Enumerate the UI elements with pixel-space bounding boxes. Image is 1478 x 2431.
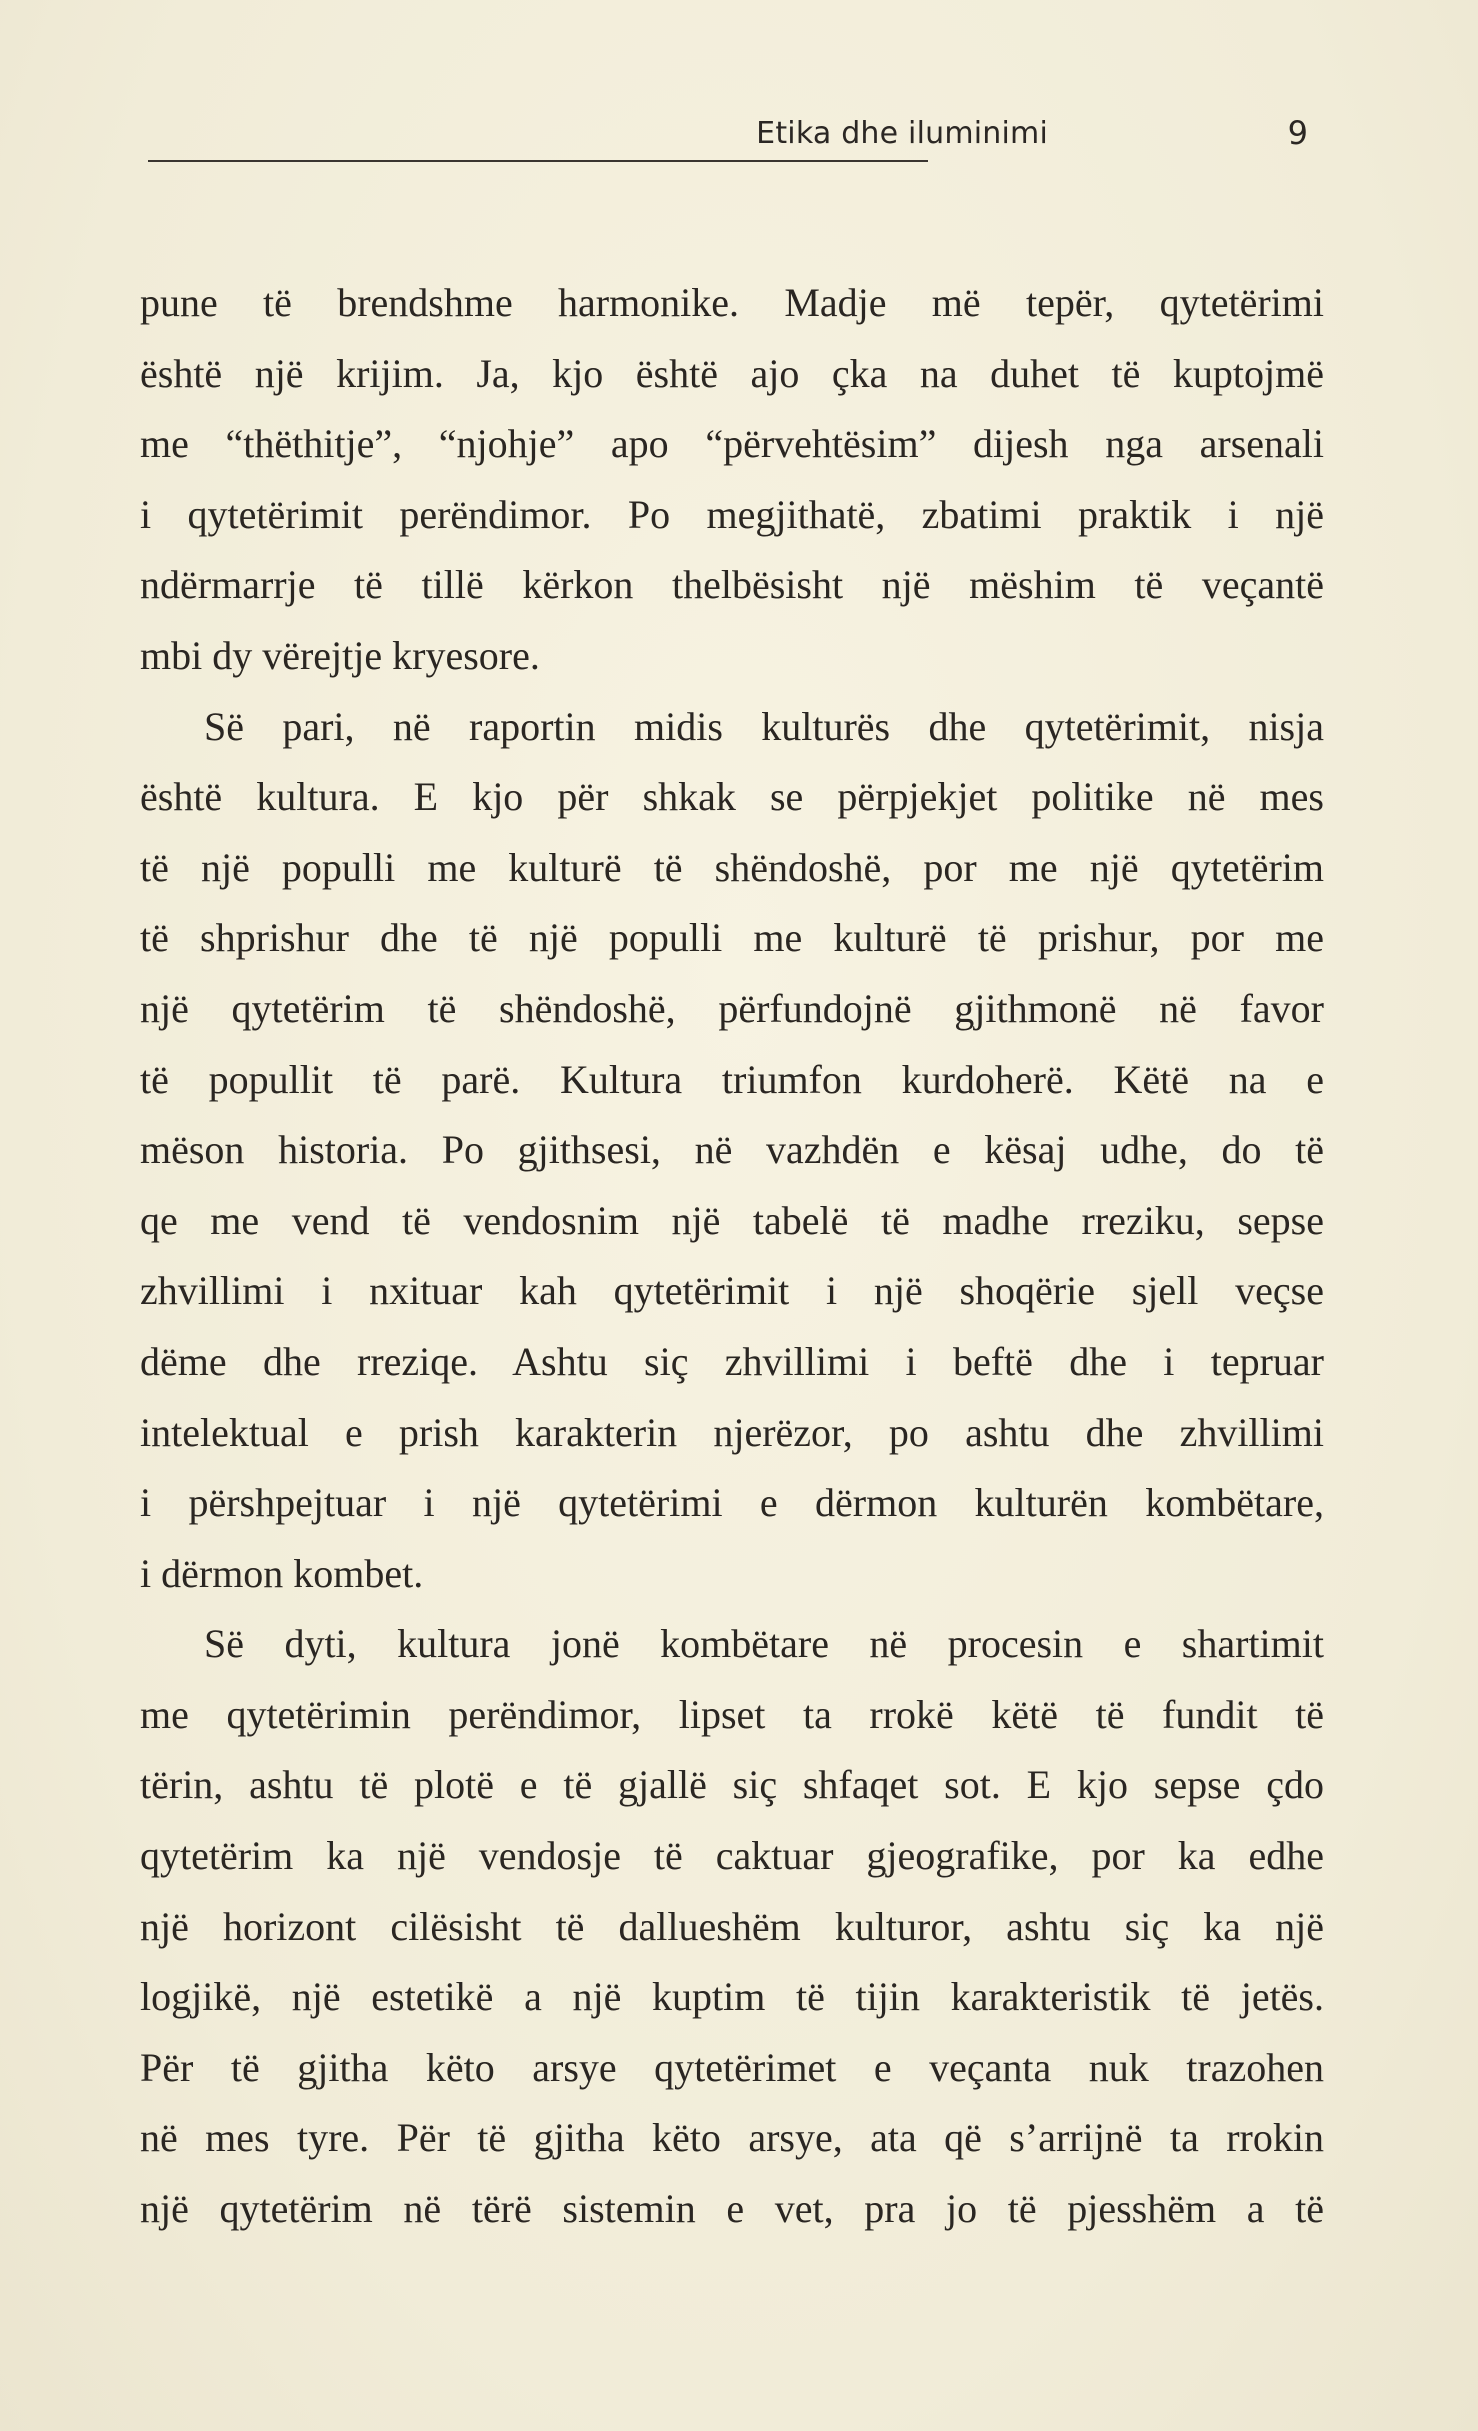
text-line: ndërmarrje të tillë kërkon thelbësisht një mëshim të veçantë <box>140 562 1324 608</box>
text-line: të popullit të parë. Kultura triumfon kurdoherë. Këtë na e <box>140 1056 1324 1102</box>
text-line: mbi dy vërejtje kryesore. <box>140 632 540 678</box>
page-number: 9 <box>1287 114 1308 152</box>
text-line: intelektual e prish karakterin njerëzor, po ashtu dhe zhvillimi <box>140 1409 1324 1455</box>
text-line: Së dyti, kultura jonë kombëtare në procesin e shartimit <box>204 1621 1324 1667</box>
text-line: logjikë, një estetikë a një kuptim të tijin karakteristik të jetës. <box>140 1974 1324 2020</box>
text-line: pune të brendshme harmonike. Madje më tepër, qytetërimi <box>140 280 1324 325</box>
text-line: qe me vend të vendosnim një tabelë të madhe rreziku, sepse <box>140 1197 1324 1243</box>
text-line: dëme dhe rreziqe. Ashtu siç zhvillimi i beftë dhe i tepruar <box>140 1338 1324 1384</box>
header-rule <box>148 160 928 162</box>
text-line: është kultura. E kjo për shkak se përpjekjet politike në mes <box>140 774 1324 820</box>
text-line: mëson historia. Po gjithsesi, në vazhdën e kësaj udhe, do të <box>140 1127 1324 1173</box>
text-line: Për të gjitha këto arsye qytetërimet e veçanta nuk trazohen <box>140 2044 1324 2090</box>
text-line: me “thëthitje”, “njohje” apo “përvehtësim” dijesh nga arsenali <box>140 421 1324 467</box>
text-line: është një krijim. Ja, kjo është ajo çka na duhet të kuptojmë <box>140 350 1324 396</box>
text-line: të shprishur dhe të një populli me kulturë të prishur, por me <box>140 915 1324 961</box>
text-line: qytetërim ka një vendosje të caktuar gjeografike, por ka edhe <box>140 1833 1324 1879</box>
text-line: një qytetërim në tërë sistemin e vet, pra jo të pjesshëm a të <box>140 2186 1324 2232</box>
text-line: një horizont cilësisht të dallueshëm kulturor, ashtu siç ka një <box>140 1903 1324 1949</box>
text-line: të një populli me kulturë të shëndoshë, por me një qytetërim <box>140 844 1324 890</box>
text-line: tërin, ashtu të plotë e të gjallë siç shfaqet sot. E kjo sepse çdo <box>140 1762 1324 1808</box>
text-line: me qytetërimin perëndimor, lipset ta rrokë këtë të fundit të <box>140 1691 1324 1737</box>
running-title: Etika dhe iluminimi <box>756 116 1048 151</box>
text-line: një qytetërim të shëndoshë, përfundojnë gjithmonë në favor <box>140 985 1324 1031</box>
text-line: zhvillimi i nxituar kah qytetërimit i një shoqërie sjell veçse <box>140 1268 1324 1314</box>
text-line: i përshpejtuar i një qytetërimi e dërmon kulturën kombëtare, <box>140 1480 1324 1526</box>
body-text <box>140 268 1324 2245</box>
text-line: i dërmon kombet. <box>140 1550 424 1596</box>
running-header <box>148 112 1308 172</box>
text-line: i qytetërimit perëndimor. Po megjithatë, zbatimi praktik i një <box>140 491 1324 537</box>
text-line: Së pari, në raportin midis kulturës dhe qytetërimit, nisja <box>204 703 1324 749</box>
text-line: në mes tyre. Për të gjitha këto arsye, ata që s’arrijnë ta rrokin <box>140 2115 1324 2161</box>
